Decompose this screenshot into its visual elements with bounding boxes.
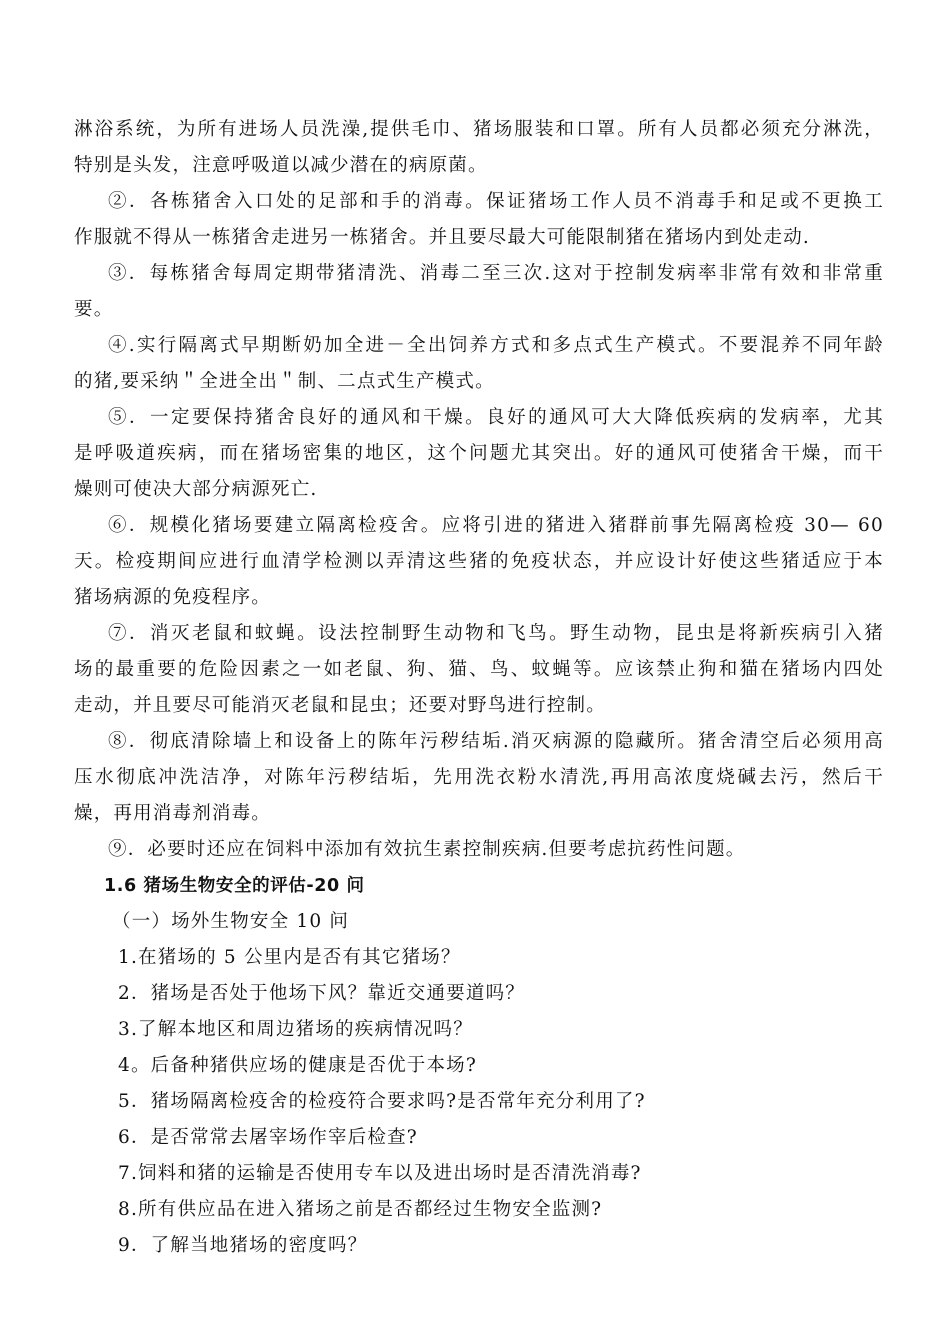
paragraph-line: 走动，并且要尽可能消灭老鼠和昆虫；还要对野鸟进行控制。	[74, 695, 606, 716]
paragraph-line: ⑦．消灭老鼠和蚊蝇。设法控制野生动物和飞鸟。野生动物，昆虫是将新疾病引入猪	[108, 623, 884, 644]
section-heading: 1.6 猪场生物安全的评估-20 问	[104, 876, 365, 896]
paragraph-line: 要。	[74, 299, 114, 320]
paragraph-line: 淋浴系统，为所有进场人员洗澡,提供毛巾、猪场服装和口罩。所有人员都必须充分淋洗，	[74, 119, 884, 140]
paragraph-line: 特别是头发，注意呼吸道以减少潜在的病原菌。	[74, 155, 488, 176]
question-item: 7.饲料和猪的运输是否使用专车以及进出场时是否清洗消毒?	[118, 1163, 642, 1184]
paragraph-line: 压水彻底冲洗洁净，对陈年污秽结垢，先用洗衣粉水清洗,再用高浓度烧碱去污，然后干	[74, 767, 884, 788]
paragraph-line: ③．每栋猪舍每周定期带猪清洗、消毒二至三次.这对于控制发病率非常有效和非常重	[108, 263, 884, 284]
paragraph-line: ②．各栋猪舍入口处的足部和手的消毒。保证猪场工作人员不消毒手和足或不更换工	[108, 191, 884, 212]
question-item: 8.所有供应品在进入猪场之前是否都经过生物安全监测?	[118, 1199, 603, 1220]
paragraph-line: 天。检疫期间应进行血清学检测以弄清这些猪的免疫状态，并应设计好使这些猪适应于本	[74, 551, 884, 572]
paragraph-line: ④.实行隔离式早期断奶加全进－全出饲养方式和多点式生产模式。不要混养不同年龄	[108, 335, 884, 356]
paragraph-line: ⑧．彻底清除墙上和设备上的陈年污秽结垢.消灭病源的隐藏所。猪舍清空后必须用高	[108, 731, 884, 752]
document-page	[74, 112, 884, 1264]
paragraph-line: 燥则可使决大部分病源死亡.	[74, 479, 318, 500]
paragraph-line: ⑥．规模化猪场要建立隔离检疫舍。应将引进的猪进入猪群前事先隔离检疫 30— 60	[108, 515, 884, 536]
paragraph-line: 猪场病源的免疫程序。	[74, 587, 272, 608]
paragraph-line: 作服就不得从一栋猪舍走进另一栋猪舍。并且要尽最大可能限制猪在猪场内到处走动.	[74, 227, 810, 248]
subsection-title: （一）场外生物安全 10 问	[112, 911, 350, 932]
question-item: 6．是否常常去屠宰场作宰后检查?	[118, 1127, 418, 1148]
paragraph-line: 是呼吸道疾病，而在猪场密集的地区，这个问题尤其突出。好的通风可使猪舍干燥，而干	[74, 443, 884, 464]
question-item: 2．猪场是否处于他场下风？靠近交通要道吗？	[118, 983, 525, 1004]
question-item: 9．了解当地猪场的密度吗？	[118, 1235, 368, 1256]
paragraph-line: ⑨．必要时还应在饲料中添加有效抗生素控制疾病.但要考虑抗药性问题。	[108, 839, 746, 860]
paragraph-line: 场的最重要的危险因素之一如老鼠、狗、猫、鸟、蚊蝇等。应该禁止狗和猫在猪场内四处	[74, 659, 884, 680]
paragraph-line: 燥，再用消毒剂消毒。	[74, 803, 272, 824]
question-item: 5．猪场隔离检疫舍的检疫符合要求吗?是否常年充分利用了?	[118, 1091, 646, 1112]
question-item: 4。后备种猪供应场的健康是否优于本场?	[118, 1055, 477, 1076]
question-item: 1.在猪场的 5 公里内是否有其它猪场？	[118, 947, 461, 968]
paragraph-line: 的猪,要采纳＂全进全出＂制、二点式生产模式。	[74, 371, 495, 392]
question-item: 3.了解本地区和周边猪场的疾病情况吗？	[118, 1019, 473, 1040]
paragraph-line: ⑤．一定要保持猪舍良好的通风和干燥。良好的通风可大大降低疾病的发病率，尤其	[108, 407, 884, 428]
